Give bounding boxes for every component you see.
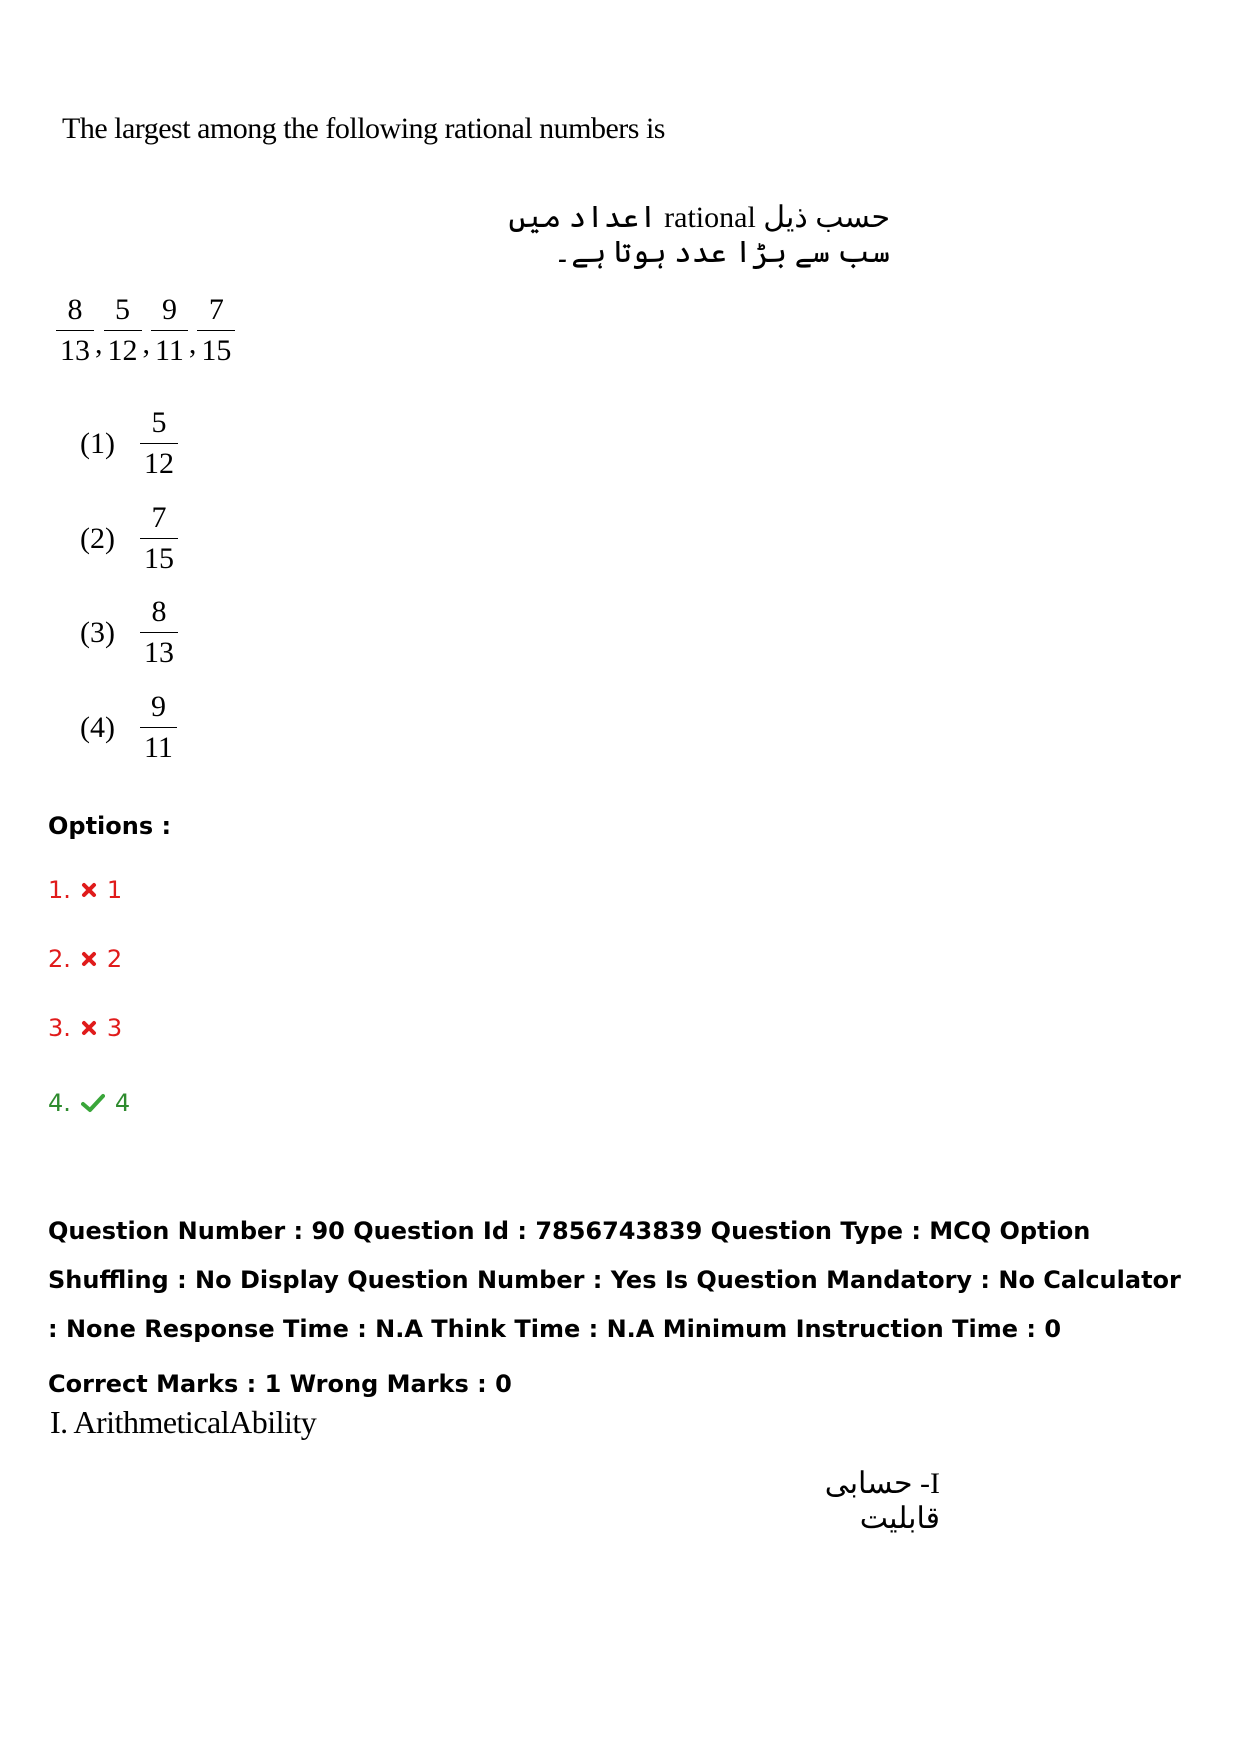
options-title: Options : [48, 812, 172, 840]
cross-icon [81, 951, 97, 967]
section-title: I. ArithmeticalAbility [50, 1404, 317, 1440]
fraction: $\frac{9}{11}$ [151, 290, 188, 371]
option-number: 2. [48, 945, 71, 973]
choice-2 [80, 498, 178, 579]
choice-fraction: $\frac{7}{15}$ [140, 498, 178, 579]
choice-label: (4) [80, 710, 115, 744]
option-value: 3 [106, 1014, 123, 1042]
option-value: 4 [114, 1089, 131, 1117]
question-text-urdu: حسب ذیل rational اعداد میں سب سے بڑا عدد ہوتا ہے۔ [508, 201, 890, 269]
choice-3 [80, 592, 178, 673]
fraction: $\frac{7}{15}$ [197, 290, 235, 371]
choice-label: (1) [80, 426, 115, 460]
cross-icon [81, 882, 97, 898]
question-metadata: Question Number : 90 Question Id : 7856743839 Question Type : MCQ Option Shuffling : No Display Question Number : Yes Is Question Mandatory : No Calculator : None Response Time : N.A Think Time : N.A Minimum Instruction Time : 0 [48, 1217, 1181, 1343]
choice-fraction: $\frac{9}{11}$ [140, 687, 177, 768]
choice-label: (3) [80, 615, 115, 649]
choice-fraction: $\frac{8}{13}$ [140, 592, 178, 673]
fraction: $\frac{8}{13}$ [56, 290, 94, 371]
check-icon [81, 1093, 105, 1113]
answer-option-1 [48, 876, 122, 904]
answer-option-3 [48, 1014, 122, 1042]
option-value: 1 [106, 876, 123, 904]
answer-option-2 [48, 945, 122, 973]
option-number: 1. [48, 876, 71, 904]
choice-label: (2) [80, 521, 115, 555]
choice-4 [80, 687, 177, 768]
option-number: 4. [48, 1089, 71, 1117]
fraction: $\frac{5}{12}$ [104, 290, 142, 371]
option-number: 3. [48, 1014, 71, 1042]
option-value: 2 [106, 945, 123, 973]
section-title-urdu: I- حسابی قابلیت [824, 1467, 940, 1535]
question-text: The largest among the following rational numbers is [62, 112, 665, 145]
answer-option-4 [48, 1089, 130, 1117]
cross-icon [81, 1020, 97, 1036]
choice-1 [80, 403, 178, 484]
marks-info: Correct Marks : 1 Wrong Marks : 0 [48, 1370, 512, 1398]
fraction-list: $\frac{8}{13}$ , $\frac{5}{12}$ , $\frac{9}{11}$ , $\frac{7}{15}$ [56, 290, 235, 371]
choice-fraction: $\frac{5}{12}$ [140, 403, 178, 484]
